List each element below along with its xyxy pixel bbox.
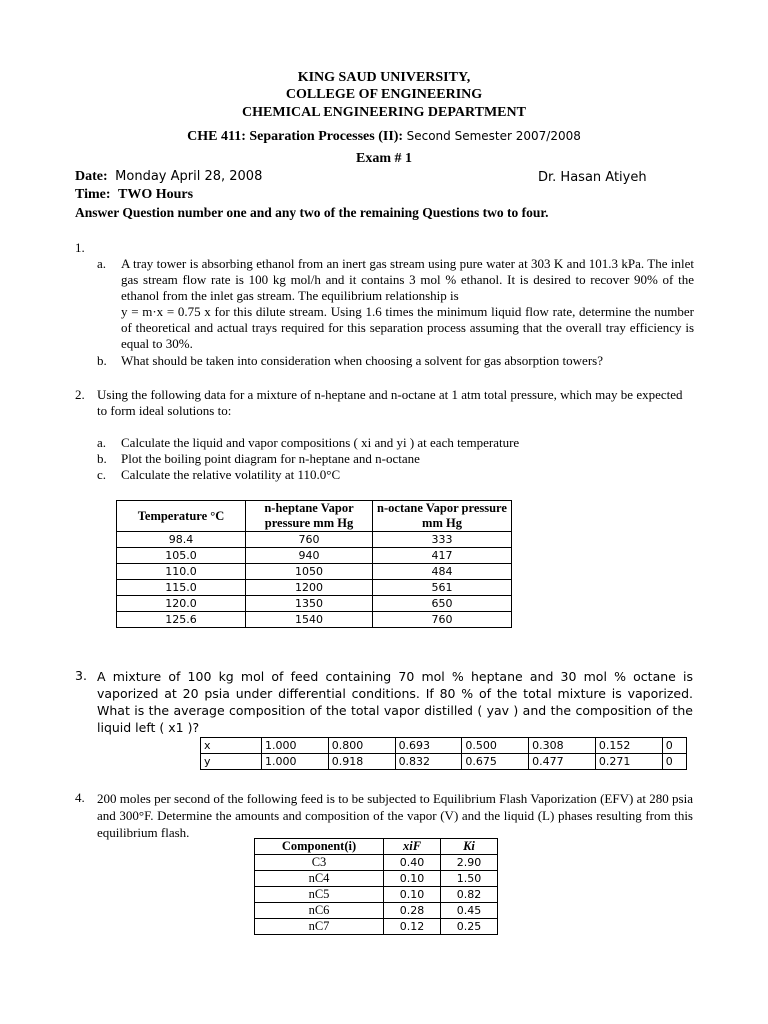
temperature-cell: 115.0: [117, 580, 246, 596]
q1-a-equation: y = m·x = 0.75 x for this dilute stream. Using 1.6 times the minimum liquid flow rate, determine the number of theoretical and actual trays required for this separation process assuming that the overall tray efficiency is equal to 30%.: [121, 304, 694, 351]
heptane-pressure-cell: 760: [246, 532, 373, 548]
q2-c-label: c.: [97, 467, 107, 482]
y-value-cell: 0: [662, 754, 686, 770]
octane-pressure-cell: 561: [373, 580, 512, 596]
xif-cell: 0.10: [384, 887, 441, 903]
q2-number: 2.: [75, 387, 85, 402]
y-value-cell: 1.000: [262, 754, 329, 770]
q2-a-label: a.: [97, 435, 107, 450]
table-row: [255, 855, 498, 871]
temperature-cell: 98.4: [117, 532, 246, 548]
octane-pressure-cell: 484: [373, 564, 512, 580]
component-cell: nC7: [255, 919, 384, 935]
course-code: CHE 411: Separation Processes (II):: [187, 129, 404, 144]
instructor-name: Dr. Hasan Atiyeh: [538, 170, 647, 185]
temperature-cell: 110.0: [117, 564, 246, 580]
q3-number: 3.: [75, 668, 87, 683]
x-value-cell: 1.000: [262, 738, 329, 754]
ki-cell: 0.25: [441, 919, 498, 935]
vapor-pressure-table: [116, 500, 512, 628]
x-value-cell: 0.308: [529, 738, 596, 754]
table-row: [117, 532, 512, 548]
component-cell: nC6: [255, 903, 384, 919]
q2-b-label: b.: [97, 451, 107, 466]
table-header-row: [255, 839, 498, 855]
department-name: CHEMICAL ENGINEERING DEPARTMENT: [242, 105, 526, 120]
q1-b-label: b.: [97, 353, 107, 368]
table-row: [255, 871, 498, 887]
heptane-pressure-cell: 1350: [246, 596, 373, 612]
q1-b-text: What should be taken into consideration when choosing a solvent for gas absorption towers?: [121, 353, 603, 368]
x-value-cell: 0.500: [462, 738, 529, 754]
octane-pressure-cell: 417: [373, 548, 512, 564]
table-row-y: [201, 754, 687, 770]
q1-a-label: a.: [97, 256, 107, 271]
feed-composition-table: [254, 838, 498, 935]
ki-cell: 0.45: [441, 903, 498, 919]
x-value-cell: 0.693: [395, 738, 462, 754]
octane-pressure-cell: 650: [373, 596, 512, 612]
table-row: [117, 564, 512, 580]
component-cell: nC5: [255, 887, 384, 903]
y-value-cell: 0.918: [328, 754, 395, 770]
table-row: [117, 596, 512, 612]
q2-intro: Using the following data for a mixture of n-heptane and n-octane at 1 atm total pressure, which may be expected to form ideal solutions to:: [97, 387, 683, 418]
q4-number: 4.: [75, 790, 85, 805]
table-header-row: [117, 501, 512, 532]
y-value-cell: 0.675: [462, 754, 529, 770]
header-n-octane: n-octane Vapor pressure mm Hg: [373, 501, 512, 532]
x-label: x: [201, 738, 262, 754]
ki-cell: 1.50: [441, 871, 498, 887]
table-row: [117, 580, 512, 596]
q2-a-text: Calculate the liquid and vapor compositions ( xi and yi ) at each temperature: [121, 435, 520, 450]
heptane-pressure-cell: 940: [246, 548, 373, 564]
ki-cell: 0.82: [441, 887, 498, 903]
table-row: [255, 903, 498, 919]
xif-cell: 0.10: [384, 871, 441, 887]
q1-number: 1.: [75, 240, 85, 255]
xif-cell: 0.40: [384, 855, 441, 871]
q4-text: 200 moles per second of the following feed is to be subjected to Equilibrium Flash Vaporization (EFV) at 280 psia and 300°F. Determine the amounts and composition of the vapor (V) and the liquid (L) phases resulting from this equilibrium flash.: [97, 791, 693, 840]
header-ki: Ki: [441, 839, 498, 855]
header-xif: xiF: [384, 839, 441, 855]
x-value-cell: 0: [662, 738, 686, 754]
header-component: Component(i): [255, 839, 384, 855]
y-value-cell: 0.271: [595, 754, 662, 770]
equilibrium-xy-table: [200, 737, 687, 770]
header-n-heptane: n-heptane Vapor pressure mm Hg: [246, 501, 373, 532]
y-value-cell: 0.832: [395, 754, 462, 770]
heptane-pressure-cell: 1540: [246, 612, 373, 628]
table-row: [255, 919, 498, 935]
exam-title: Exam # 1: [356, 151, 412, 166]
course-line: [0, 128, 768, 145]
xif-cell: 0.12: [384, 919, 441, 935]
table-row-x: [201, 738, 687, 754]
q3-text: A mixture of 100 kg mol of feed containing 70 mol % heptane and 30 mol % octane is vaporized at 20 psia under differential conditions. If 80 % of the total mixture is vaporized. What is the average composition of the total vapor distilled ( yav ) and the composition of the liquid left ( x1 )?: [97, 669, 693, 735]
heptane-pressure-cell: 1200: [246, 580, 373, 596]
q1-a-text: A tray tower is absorbing ethanol from an inert gas stream using pure water at 303 K and 101.3 kPa. The inlet gas stream flow rate is 100 kg mol/h and it contains 3 mol % ethanol. It is desired to recover 90% of the ethanol from the inlet gas stream. The equilibrium relationship is y = m·x = 0.75 x for this dilute stream. Using 1.6 times the minimum liquid flow rate, determine the number of theoretical and actual trays required for this separation process assuming that the overall tray efficiency is equal to 30%.: [121, 256, 694, 351]
temperature-cell: 120.0: [117, 596, 246, 612]
y-value-cell: 0.477: [529, 754, 596, 770]
college-name: COLLEGE OF ENGINEERING: [285, 87, 483, 102]
heptane-pressure-cell: 1050: [246, 564, 373, 580]
xif-cell: 0.28: [384, 903, 441, 919]
table-row: [117, 548, 512, 564]
date-value: Monday April 28, 2008: [115, 169, 263, 184]
octane-pressure-cell: 333: [373, 532, 512, 548]
y-label: y: [201, 754, 262, 770]
octane-pressure-cell: 760: [373, 612, 512, 628]
temperature-cell: 125.6: [117, 612, 246, 628]
date-line: [75, 169, 262, 185]
table-row: [255, 887, 498, 903]
temperature-cell: 105.0: [117, 548, 246, 564]
q2-b-text: Plot the boiling point diagram for n-heptane and n-octane: [121, 451, 420, 466]
ki-cell: 2.90: [441, 855, 498, 871]
x-value-cell: 0.800: [328, 738, 395, 754]
table-row: [117, 612, 512, 628]
x-value-cell: 0.152: [595, 738, 662, 754]
header-temperature: Temperature °C: [117, 501, 246, 532]
instructions: Answer Question number one and any two of the remaining Questions two to four.: [75, 205, 549, 220]
time-line: [75, 187, 193, 203]
semester: Second Semester 2007/2008: [406, 129, 581, 143]
q2-c-text: Calculate the relative volatility at 110.0°C: [121, 467, 341, 482]
component-cell: nC4: [255, 871, 384, 887]
time-value: TWO Hours: [118, 187, 194, 202]
date-label: Date:: [75, 169, 108, 184]
time-label: Time:: [75, 187, 111, 202]
component-cell: C3: [255, 855, 384, 871]
university-name: KING SAUD UNIVERSITY,: [297, 70, 471, 85]
